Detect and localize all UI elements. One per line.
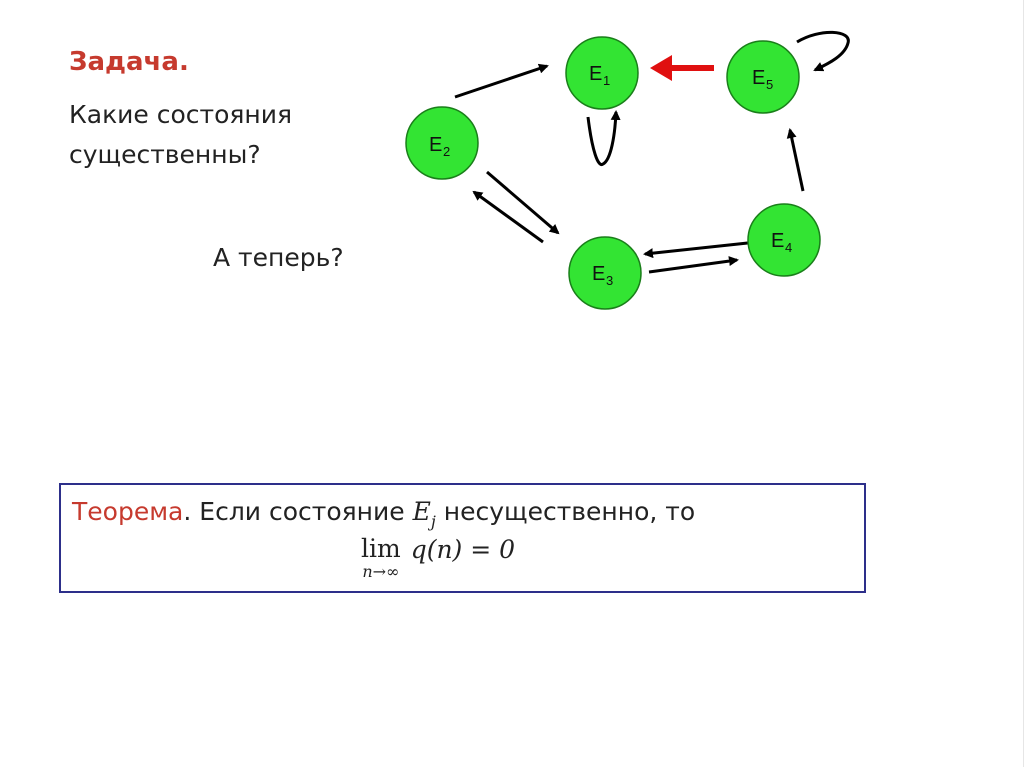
- theorem-text-after: несущественно, то: [435, 497, 696, 526]
- node-E1-letter: E: [589, 63, 603, 85]
- node-E4: [748, 204, 820, 276]
- node-E3-letter: E: [592, 263, 606, 285]
- state-symbol-subscript: j: [430, 512, 436, 531]
- edge-E3-E2: [474, 192, 543, 242]
- state-symbol: E: [412, 497, 431, 526]
- node-E5: [727, 41, 799, 113]
- edge-E3-E4: [649, 260, 737, 272]
- edge-E2-E3: [487, 172, 558, 233]
- edge-E1-self-loop: [588, 112, 616, 165]
- node-E2-index: 2: [443, 144, 451, 159]
- node-E4-index: 4: [785, 240, 793, 255]
- node-E1: [566, 37, 638, 109]
- limit-operator: [361, 535, 401, 581]
- lim-subscript: n→∞: [362, 562, 400, 581]
- node-E4-letter: E: [771, 230, 785, 252]
- theorem-text-before: . Если состояние: [183, 497, 413, 526]
- edge-E4-E5: [790, 130, 803, 191]
- node-E3: [569, 237, 641, 309]
- node-E1-index: 1: [603, 73, 611, 88]
- task-title: Задача.: [69, 47, 189, 77]
- node-E5-letter: E: [752, 67, 766, 89]
- question-line-2: существенны?: [69, 140, 261, 169]
- lim-word: lim: [361, 534, 401, 563]
- theorem-box: [59, 483, 866, 593]
- node-E2-letter: E: [429, 134, 443, 156]
- node-E3-index: 3: [606, 273, 614, 288]
- node-E5-index: 5: [766, 77, 774, 92]
- limit-formula: [361, 535, 515, 581]
- question-line-1: Какие состояния: [69, 100, 293, 129]
- node-E2: [406, 107, 478, 179]
- edge-E5-self-loop: [797, 32, 848, 70]
- theorem-statement: [72, 497, 695, 531]
- followup-question: А теперь?: [213, 243, 344, 272]
- theorem-label: Теорема: [72, 497, 184, 526]
- limit-expression: q(n) = 0: [410, 535, 516, 564]
- edge-E4-E3: [645, 242, 757, 254]
- edge-E2-E1: [455, 66, 547, 97]
- edge-E5-E1-highlight-arrow: [650, 55, 714, 81]
